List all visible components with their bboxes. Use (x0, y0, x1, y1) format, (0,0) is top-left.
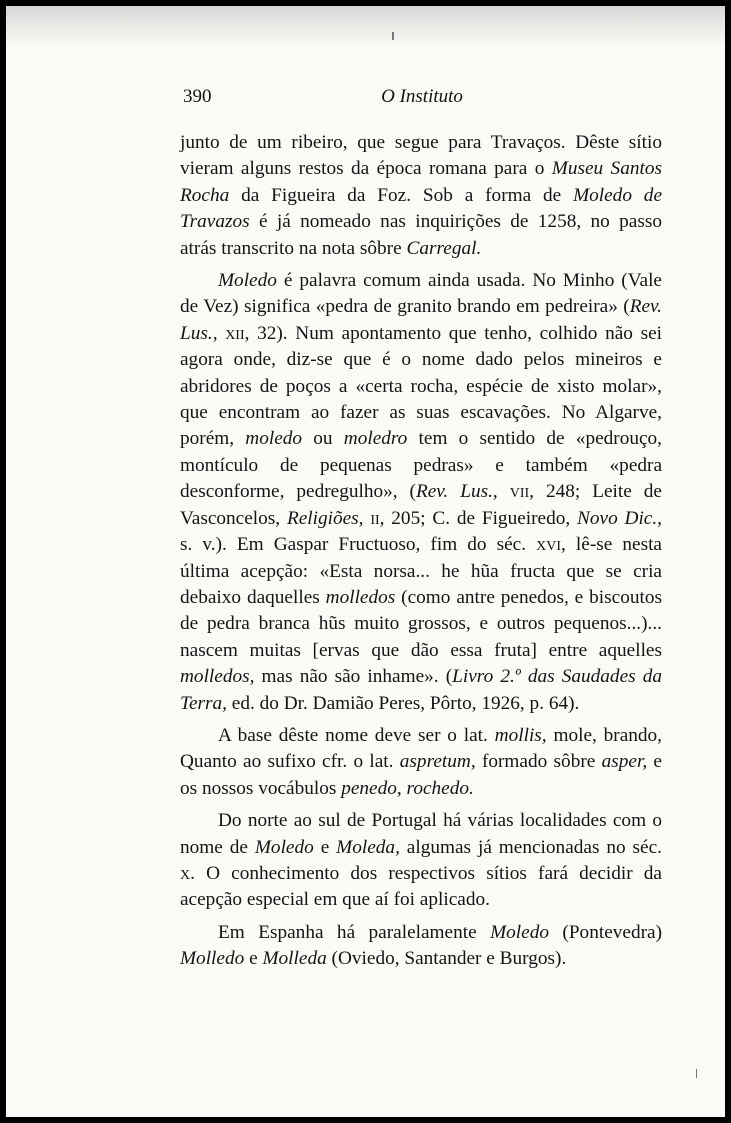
text-run: ed. do Dr. Damião Peres, Pôrto, 1926, p. 64). (226, 692, 580, 714)
italic-run: Livro 2.º das Saudades da Terra, (180, 666, 662, 714)
text-run: junto de um ribeiro, que segue para Travaços. Dêste sítio vieram alguns restos da época romana para o (180, 132, 662, 180)
italic-run: Moledo (490, 921, 549, 943)
page-number: 390 (183, 86, 212, 107)
text-run: Do norte ao sul de Portugal há várias localidades com o nome de (180, 810, 662, 858)
text-run: mole, brando, Quanto ao sufixo cfr. o lat. (180, 724, 662, 773)
text-run: da Figueira da Foz. Sob a forma de (229, 184, 574, 206)
italic-run: Religiões, (286, 507, 364, 529)
paragraph (180, 920, 662, 973)
text-run: Em Espanha há paralelamente (218, 921, 491, 943)
italic-run: molledos, (180, 666, 255, 688)
text-run: ou (302, 428, 344, 450)
small-caps-run: xii (225, 322, 245, 344)
italic-run: moledo (245, 428, 303, 450)
text-run: e (313, 836, 337, 858)
text-run: , 205; C. de Figueiredo, (379, 507, 578, 529)
italic-run: Molleda (262, 948, 327, 970)
paragraph (180, 723, 662, 802)
italic-run: mollis, (494, 724, 547, 746)
text-run: é já nomeado nas inquirições de 1258, no passo atrás transcrito na nota sôbre (180, 211, 662, 259)
text-run: , lê-se nesta última acepção: «Esta norsa... he hũa fructa que se cria debaixo daquelles (180, 534, 662, 608)
text-run: tem o sentido de «pedrouço, montículo de pequenas pedras» e também «pedra desconforme, pedregulho», ( (180, 428, 663, 503)
text-run: s. v.). Em Gaspar Fructuoso, fim do séc. (180, 534, 537, 556)
italic-run: Moledo (218, 270, 277, 292)
text-run: e os nossos vocábulos (180, 751, 662, 799)
book-page (6, 6, 725, 1117)
text-run: formado sôbre (475, 751, 602, 773)
text-run: algumas já mencionadas no séc. (399, 836, 662, 858)
italic-run: asper, (601, 751, 648, 773)
body-text (180, 130, 662, 973)
text-run: (Oviedo, Santander e Burgos). (326, 948, 567, 970)
paragraph (180, 808, 662, 914)
small-caps-run: ii (370, 507, 380, 529)
italic-run: molledos (325, 586, 396, 608)
small-caps-run: xvi (536, 534, 562, 556)
text-run: mas não são inhame». ( (254, 666, 453, 688)
scan-speck (392, 32, 394, 40)
italic-run: moledro (343, 428, 408, 450)
running-title: O Instituto (381, 86, 463, 107)
italic-run: penedo, rochedo. (341, 777, 474, 799)
italic-run: Molledo (180, 948, 245, 970)
page-header (183, 86, 661, 112)
italic-run: Moledo (254, 836, 314, 858)
text-run: é palavra comum ainda usada. No Minho (Vale de Vez) significa «pedra de granito brando em pedreira» ( (180, 270, 662, 318)
paragraph (180, 268, 662, 717)
small-caps-run: x (180, 862, 191, 884)
scan-speck (696, 1069, 697, 1078)
italic-run: aspretum, (399, 751, 476, 773)
italic-run: Museu Santos Rocha (180, 158, 662, 206)
small-caps-run: vii (509, 481, 530, 503)
italic-run: Moledo de Travazos (180, 184, 663, 233)
italic-run: Rev. Lus., (415, 481, 498, 503)
italic-run: Moleda, (336, 836, 400, 858)
text-run: . O conhecimento dos respectivos sítios fará decidir da acepção especial em que aí foi aplicado. (180, 862, 662, 911)
italic-run: Carregal. (406, 237, 482, 259)
italic-run: Novo Dic., (577, 507, 662, 529)
text-run: e (244, 948, 263, 970)
text-run: (como antre penedos, e biscoutos de pedra branca hũs muito grossos, e outros pequenos...)... nascem muitas [ervas que dão essa fruta] entre aquelles (180, 586, 662, 661)
text-run: A base dêste nome deve ser o lat. (218, 724, 495, 746)
text-run: , 248; Leite de Vasconcelos, (180, 481, 662, 529)
text-run (498, 481, 510, 502)
paragraph (180, 130, 662, 262)
text-run: , 32). Num apontamento que tenho, colhido não sei agora onde, diz-se que é o nome dado pelos mineiros e abridores de poços a «certa rocha, espécie de xisto molar», que encontram ao fazer as suas escavações. No Algarve, porém, (180, 322, 662, 450)
italic-run: Rev. Lus., (180, 296, 662, 344)
text-run: (Pontevedra) (549, 921, 662, 943)
